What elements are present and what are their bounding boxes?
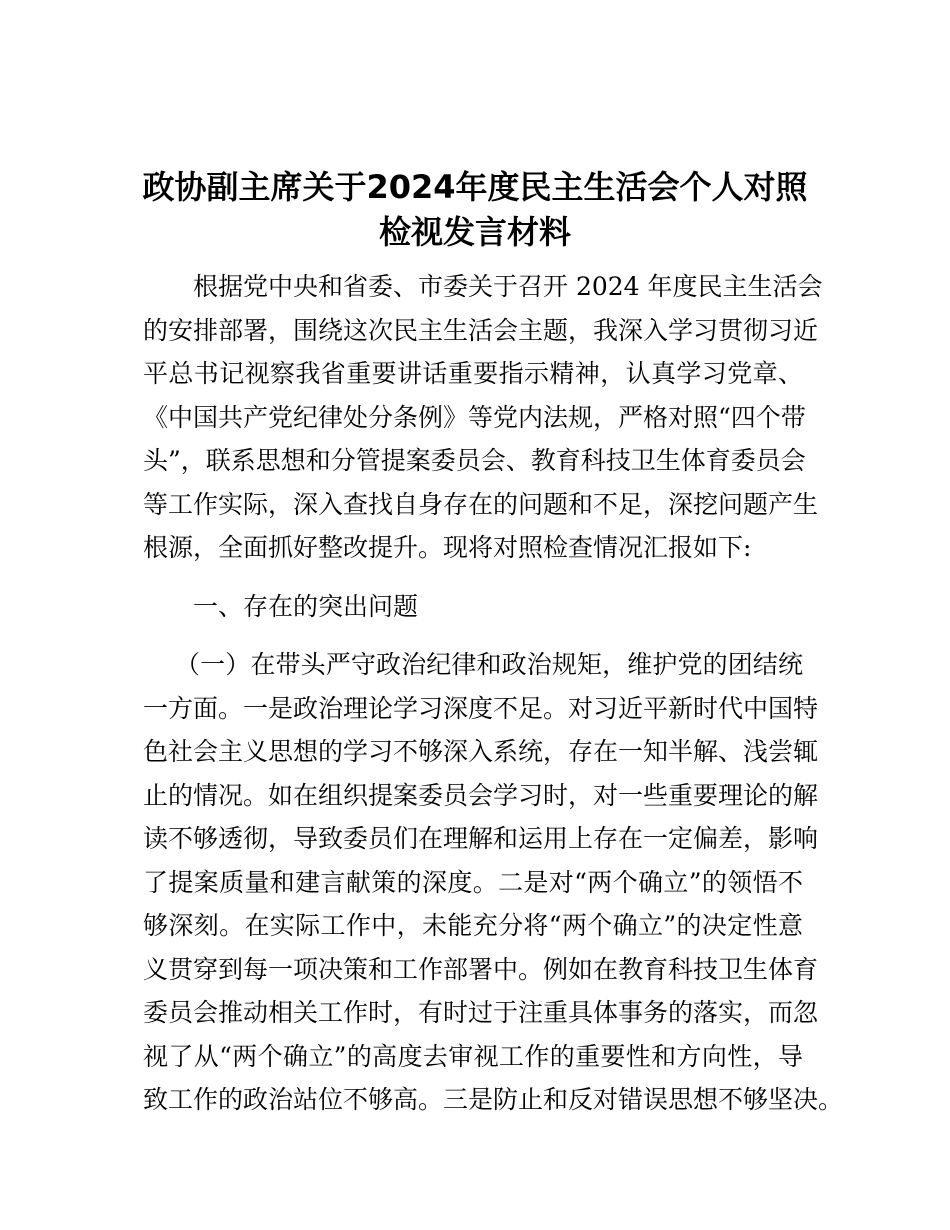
paragraph-gap — [143, 628, 823, 643]
text-line: 委员会推动相关工作时，有时过于注重具体事务的落实，而忽 — [143, 998, 819, 1027]
section-paragraph — [143, 643, 844, 1122]
text-line: 根源，全面抓好整改提升。现将对照检查情况汇报如下: — [143, 533, 752, 562]
paragraph-gap — [143, 570, 823, 585]
text-line: 一方面。一是政治理论学习深度不足。对习近平新时代中国特 — [143, 693, 819, 723]
document-title-line-2: 检视发言材料 — [378, 213, 571, 251]
text-line: 致工作的政治站位不够高。三是防止和反对错误思想不够坚决。 — [143, 1085, 844, 1114]
text-line: 了提案质量和建言献策的深度。二是对“两个确立”的领悟不 — [143, 867, 803, 897]
intro-paragraph — [143, 265, 823, 570]
text-line: 读不够透彻，导致委员们在理解和运用上存在一定偏差，影响 — [143, 824, 819, 853]
document-body — [143, 265, 844, 1122]
text-line: 根据党中央和省委、市委关于召开 2024 年度民主生活会 — [193, 272, 823, 301]
text-line: 《中国共产党纪律处分条例》等党内法规，严格对照“四个带 — [143, 402, 806, 432]
text-line: 头”，联系思想和分管提案委员会、教育科技卫生体育委员会 — [143, 446, 806, 475]
text-line: 色社会主义思想的学习不够深入系统，存在一知半解、浅尝辄 — [143, 737, 819, 766]
text-line: 够深刻。在实际工作中，未能充分将“两个确立”的决定性意 — [143, 911, 803, 940]
text-line: 平总书记视察我省重要讲话重要指示精神，认真学习党章、 — [143, 359, 803, 388]
text-line: 止的情况。如在组织提案委员会学习时，对一些重要理论的解 — [143, 780, 819, 810]
text-line: 视了从“两个确立”的高度去审视工作的重要性和方向性，导 — [143, 1041, 803, 1071]
text-line: （一）在带头严守政治纪律和政治规矩，维护党的团结统 — [175, 650, 803, 679]
text-line: 等工作实际，深入查找自身存在的问题和不足，深挖问题产生 — [143, 489, 819, 519]
text-line: 的安排部署，围绕这次民主生活会主题，我深入学习贯彻习近 — [143, 315, 819, 345]
section-heading: 一、存在的突出问题 — [193, 591, 419, 621]
text-line: 义贯穿到每一项决策和工作部署中。例如在教育科技卫生体育 — [143, 954, 819, 984]
document-title-line-1: 政协副主席关于2024年度民主生活会个人对照 — [142, 168, 808, 206]
